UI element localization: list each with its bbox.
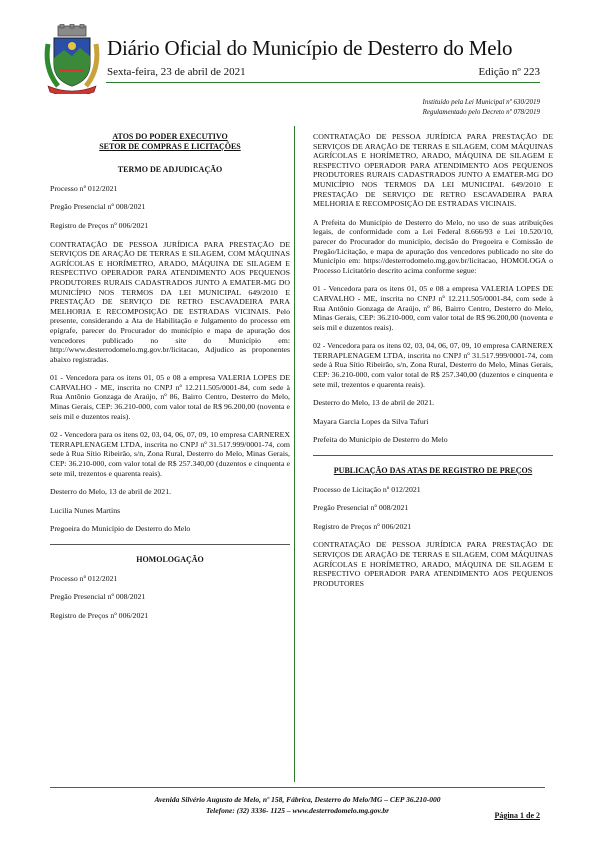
heading-price-registry-publication: PUBLICAÇÃO DAS ATAS DE REGISTRO DE PREÇOS <box>333 466 533 476</box>
mayor-role: Prefeita do Município de Desterro do Melo <box>313 435 448 445</box>
auction-number-2: Pregão Presencial nº 008/2021 <box>50 592 146 602</box>
page-number: Página 1 de 2 <box>494 811 540 820</box>
adjudication-body: CONTRATAÇÃO DE PESSOA JURÍDICA PARA PRESTAÇÃO DE SERVIÇOS DE ARAÇÃO DE TERRAS E SILAGEM, COM MÁQUINAS AGRÍCOLAS E HORÍMETRO, ARADO, MÁQUINA DE SILAGEM E RESPECTIVO OPERADOR PARA ATENDIMENTO AOS PEQUENOS PRODUTORES RURAIS CADASTRADOS JUNTO A EMATER-MG DO MUNICÍPIO NOS TERMOS DA LEI MUNICIPAL 649/2010 E PRESTAÇÃO DE SERVIÇO DE RETRO ESCAVADEIRA PARA MELHORIA E RECOMPOSIÇÃO DE ESTRADAS VICINAIS. Pelo presente, considerando a Ata de Habilitação e Julgamento do processo em epígrafe, parecer do Procurador do município e mapa de apuração dos vencedores publicado no site do Município em: http://www.desterrodomelo.mg.gov.br/licitacao, Adjudico as proponentes abaixo registradas. <box>50 239 290 364</box>
winner-2-homologated: 02 - Vencedora para os itens 02, 03, 04, 06, 07, 09, 10 empresa CARNEREX TERRAPLENAGEM LTDA, inscrita no CNPJ nº 31.517.999/0001-74, com sede à Rua Sítio Ribeirão, s/n, Zona Rural, Desterro do Melo, Minas Gerais, CEP: 36.210-000, com valor total de R$ 257.340,00 (duzentos e cinquenta e sete mil, trezentos e quarenta reais). <box>313 341 553 389</box>
edition-number: Edição nº 223 <box>478 66 540 78</box>
homologation-body: A Prefeita do Município de Desterro do Melo, no uso de suas atribuições legais, de conformidade com a Lei Federal 8.666/93 e Lei 10.520/10, parecer do Procurador do município, decisão do Pregoeira e Comissão de Pregão/Licitação, e mapa de apuração dos vencedores publicado no site do Município em: https://desterrodomelo.mg.gov.br/licitacao, HOMOLOGA o Processo Licitatório descrito acima conforme segue: <box>313 217 553 275</box>
place-date: Desterro do Melo, 13 de abril de 2021. <box>50 487 172 497</box>
coat-of-arms-logo <box>44 24 100 94</box>
price-registry-number-3: Registro de Preços nº 006/2021 <box>313 521 412 531</box>
section-divider-right <box>313 455 553 456</box>
auction-number-3: Pregão Presencial nº 008/2021 <box>313 503 409 513</box>
section-divider <box>50 544 290 545</box>
right-column <box>313 132 553 588</box>
auction-number: Pregão Presencial nº 008/2021 <box>50 202 146 212</box>
signatory-role: Pregoeira do Município de Desterro do Melo <box>50 524 191 534</box>
place-date-2: Desterro do Melo, 13 de abril de 2021. <box>313 398 435 408</box>
price-registry-object: CONTRATAÇÃO DE PESSOA JURÍDICA PARA PRESTAÇÃO DE SERVIÇOS DE ARAÇÃO DE TERRAS E SILAGEM, COM MÁQUINAS AGRÍCOLAS E HORÍMETRO, ARADO, MÁQUINA DE SILAGEM E RESPECTIVO OPERADOR PARA ATENDIMENTO AOS PEQUENOS PRODUTORES <box>313 540 553 588</box>
mayor-name: Mayara Garcia Lopes da Silva Tafuri <box>313 416 429 426</box>
newspaper-title: Diário Oficial do Município de Desterro do Melo <box>107 36 513 60</box>
institution-law: Instituído pela Lei Municipal nº 630/2019 <box>422 98 540 106</box>
winner-1-homologated: 01 - Vencedora para os itens 01, 05 e 08 a empresa VALERIA LOPES DE CARVALHO - ME, inscrita no CNPJ nº 12.211.505/0001-84, com sede à Rua Antônio Gonzaga de Araújo, nº 86, Bairro Centro, Desterro do Melo, Minas Gerais, CEP: 36.210-000, com valor total de R$ 96.200,00 (noventa e seis mil e duzentos reais). <box>313 284 553 332</box>
heading-homologation: HOMOLOGAÇÃO <box>136 555 204 564</box>
publication-date: Sexta-feira, 23 de abril de 2021 <box>107 66 246 78</box>
price-registry-number-2: Registro de Preços nº 006/2021 <box>50 610 149 620</box>
winner-2: 02 - Vencedora para os itens 02, 03, 04, 06, 07, 09, 10 empresa CARNEREX TERRAPLENAGEM LTDA, inscrita no CNPJ nº 31.517.999/0001-74, com sede à Rua Sítio Ribeirão, s/n, Zona Rural, Desterro do Melo, Minas Gerais, CEP: 36.210-000, com valor total de R$ 257.340,00 (duzentos e cinquenta e sete mil, trezentos e quarenta reais). <box>50 430 290 478</box>
footer-address: Avenida Silvério Augusto de Melo, nº 158, Fábrica, Desterro do Melo/MG – CEP 36.210-000 <box>154 795 441 804</box>
column-divider <box>294 126 295 782</box>
footer-contact: Telefone: (32) 3336- 1125 – www.desterrodomelo.mg.gov.br <box>205 806 390 815</box>
homologation-object: CONTRATAÇÃO DE PESSOA JURÍDICA PARA PRESTAÇÃO DE SERVIÇOS DE ARAÇÃO DE TERRAS E SILAGEM, COM MÁQUINAS AGRÍCOLAS E HORÍMETRO, ARADO, MÁQUINA DE SILAGEM E RESPECTIVO OPERADOR PARA ATENDIMENTO AOS PEQUENOS PRODUTORES RURAIS CADASTRADOS JUNTO A EMATER-MG DO MUNICÍPIO NOS TERMOS DA LEI MUNICIPAL 649/2010 E PRESTAÇÃO DE SERVIÇO DE RETRO ESCAVADEIRA PARA MELHORIA E RECOMPOSIÇÃO DE ESTRADAS VICINAIS. <box>313 132 553 209</box>
heading-adjudication: TERMO DE ADJUDICAÇÃO <box>117 165 223 175</box>
left-column <box>50 132 290 629</box>
section-heading-executive: ATOS DO PODER EXECUTIVO <box>112 132 228 141</box>
winner-1: 01 - Vencedora para os itens 01, 05 e 08 a empresa VALERIA LOPES DE CARVALHO - ME, inscrita no CNPJ nº 12.211.505/0001-84, com sede à Rua Antônio Gonzaga de Araújo, nº 86, Bairro Centro, Desterro do Melo, Minas Gerais, CEP: 36.210-000, com valor total de R$ 96.200,00 (noventa e seis mil e duzentos reais). <box>50 373 290 421</box>
footer-rule <box>50 787 545 788</box>
header-rule <box>106 82 540 83</box>
section-heading-purchasing: SETOR DE COMPRAS E LICITAÇÕES <box>99 141 241 151</box>
signatory-name: Lucilia Nunes Martins <box>50 505 121 515</box>
process-number: Processo nº 012/2021 <box>50 183 118 193</box>
price-registry-number: Registro de Preços nº 006/2021 <box>50 220 149 230</box>
process-number-2: Processo nº 012/2021 <box>50 573 118 583</box>
tender-process-number: Processo de Licitação nº 012/2021 <box>313 484 421 494</box>
regulation-decree: Regulamentado pelo Decreto nº 078/2019 <box>422 108 540 116</box>
